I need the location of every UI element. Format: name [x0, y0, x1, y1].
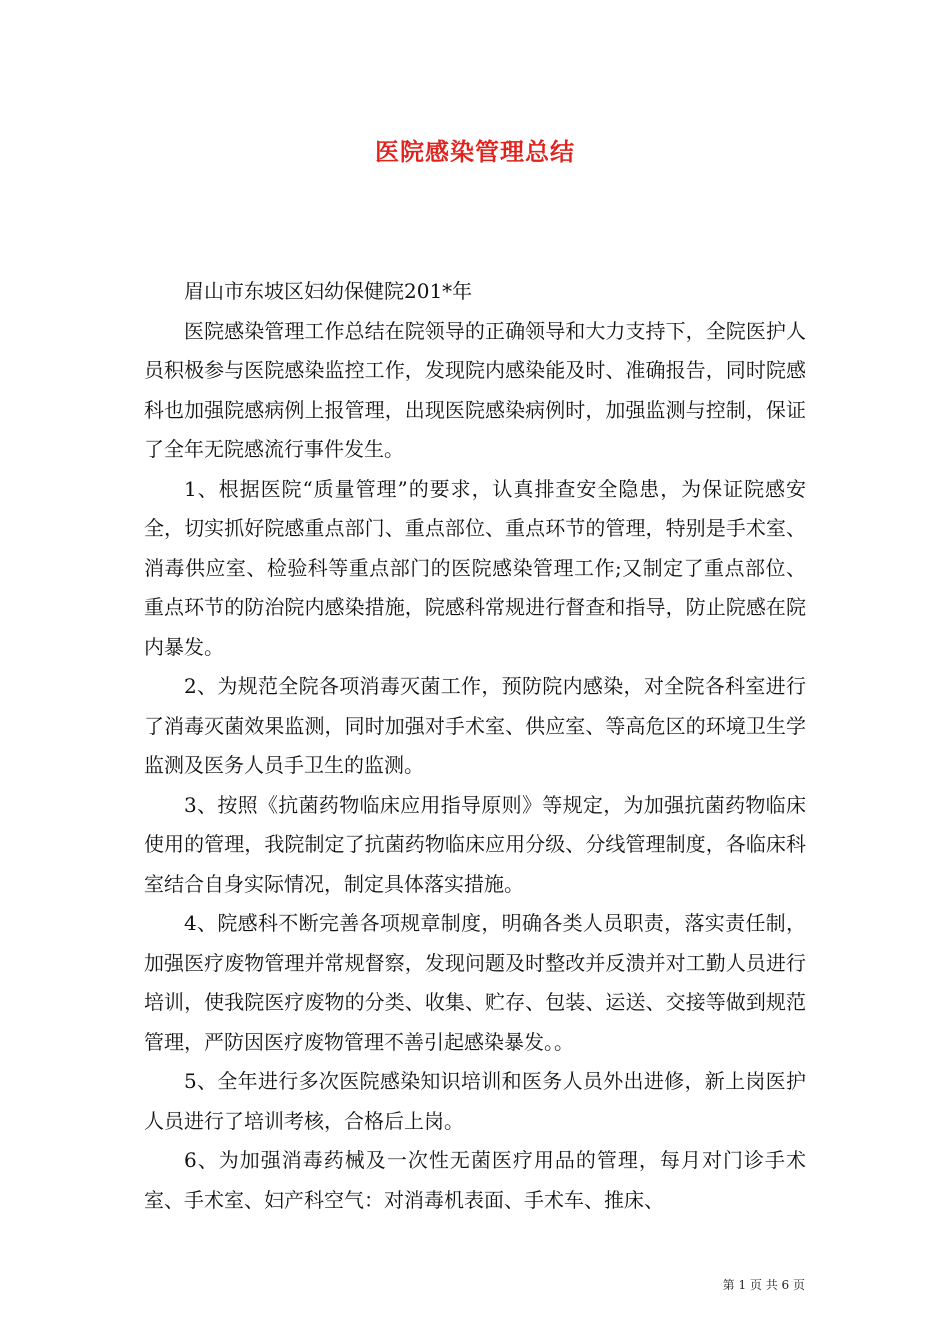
paragraph-intro: 医院感染管理工作总结在院领导的正确领导和大力支持下，全院医护人员积极参与医院感染监控工作，发现院内感染能及时、准确报告，同时院感科也加强院感病例上报管理，出现医院感染病例时，加强监测与控制，保证了全年无院感流行事件发生。 [144, 318, 806, 461]
document-title: 医院感染管理总结 [375, 137, 575, 166]
page-number: 第 1 页 共 6 页 [722, 1278, 805, 1292]
paragraph-item-5: 5、全年进行多次医院感染知识培训和医务人员外出进修，新上岗医护人员进行了培训考核，合格后上岗。 [144, 1069, 806, 1133]
paragraph-item-1: 1、根据医院“质量管理”的要求，认真排查安全隐患，为保证院感安全，切实抓好院感重点部门、重点部位、重点环节的管理，特别是手术室、消毒供应室、检验科等重点部门的医院感染管理工作;又制定了重点部位、重点环节的防治院内感染措施，院感科常规进行督查和指导，防止院感在院内暴发。 [144, 476, 806, 659]
paragraph-item-3: 3、按照《抗菌药物临床应用指导原则》等规定，为加强抗菌药物临床使用的管理，我院制定了抗菌药物临床应用分级、分线管理制度，各临床科室结合自身实际情况，制定具体落实措施。 [144, 792, 806, 896]
document-body [144, 272, 806, 1220]
paragraph-item-4: 4、院感科不断完善各项规章制度，明确各类人员职责，落实责任制，加强医疗废物管理并常规督察，发现问题及时整改并反溃并对工勤人员进行培训，使我院医疗废物的分类、收集、贮存、包装、运送、交接等做到规范管理，严防因医疗废物管理不善引起感染暴发。。 [144, 911, 806, 1054]
paragraph-heading-line: 眉山市东坡区妇幼保健院201*年 [184, 279, 473, 303]
paragraph-item-2: 2、为规范全院各项消毒灭菌工作，预防院内感染，对全院各科室进行了消毒灭菌效果监测，同时加强对手术室、供应室、等高危区的环境卫生学监测及医务人员手卫生的监测。 [144, 674, 806, 777]
paragraph-item-6: 6、为加强消毒药械及一次性无菌医疗用品的管理，每月对门诊手术室、手术室、妇产科空气：对消毒机表面、手术车、推床、 [144, 1148, 806, 1212]
